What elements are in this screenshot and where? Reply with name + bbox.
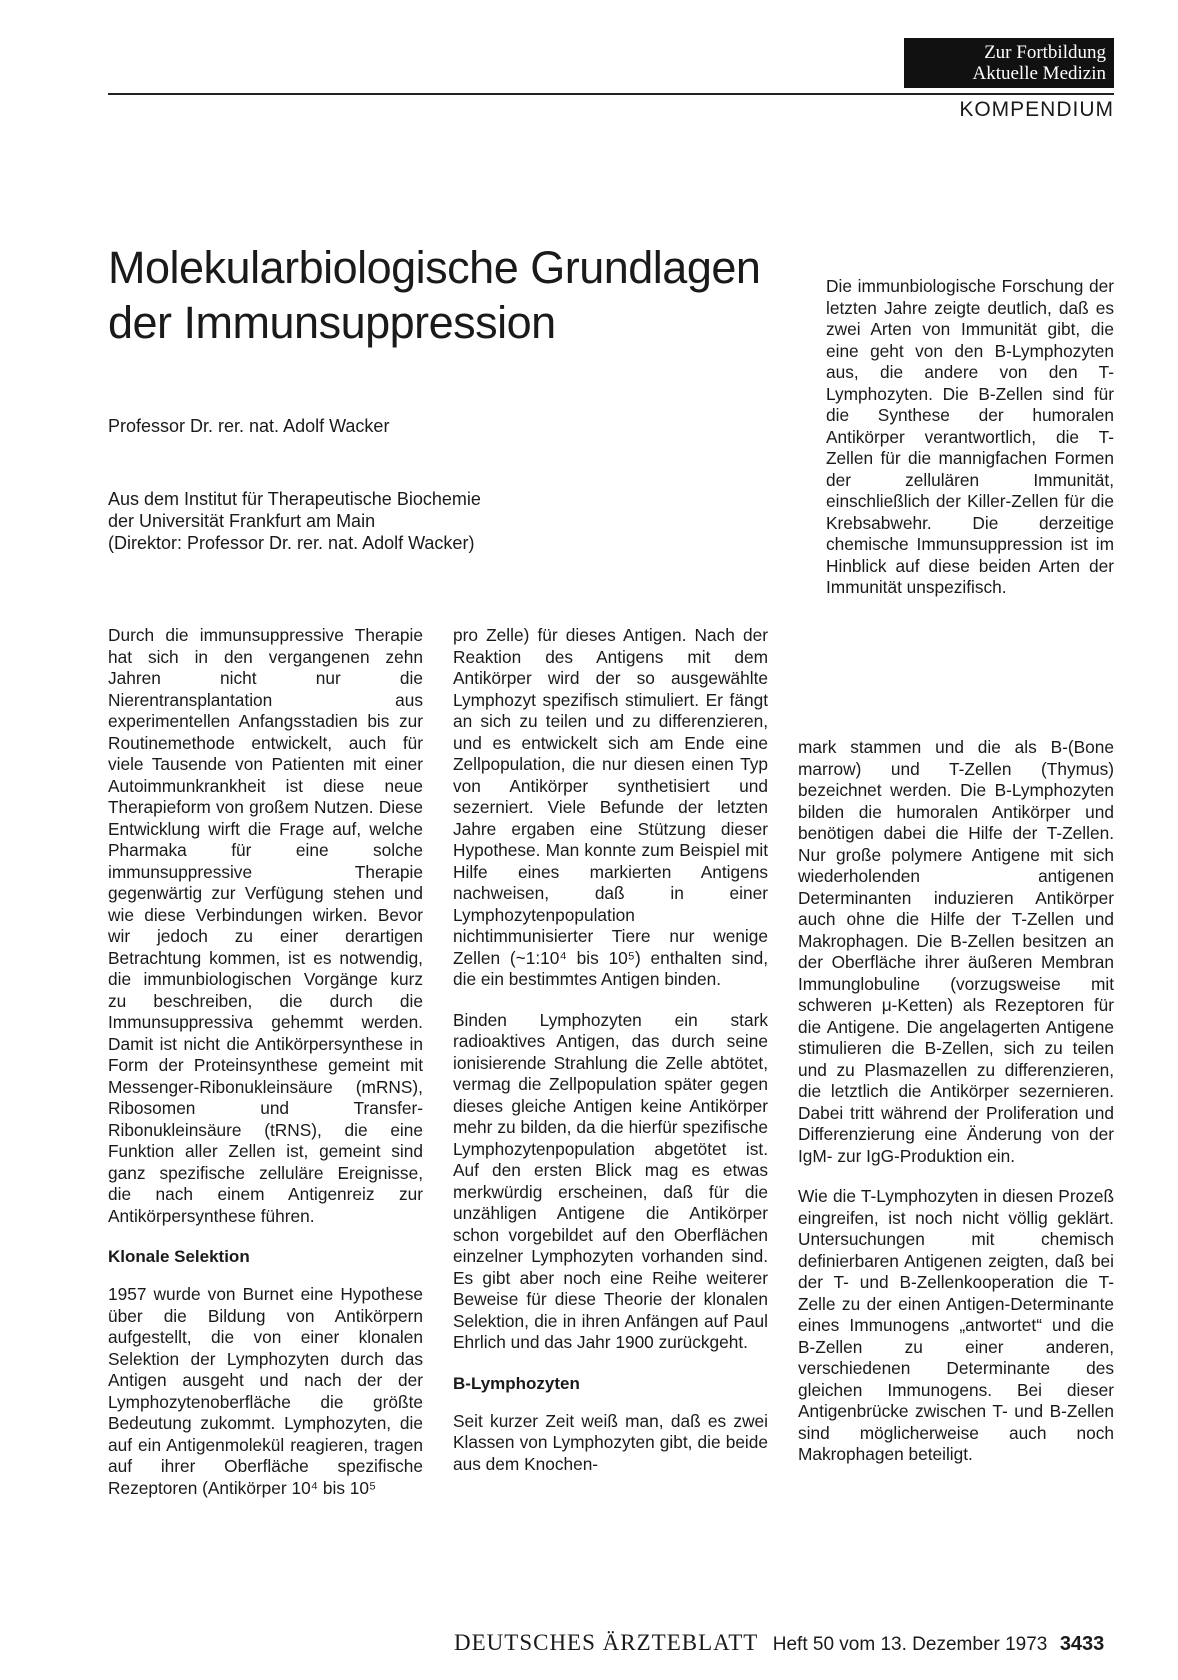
institute-line: (Direktor: Professor Dr. rer. nat. Adolf Wacker) — [108, 533, 475, 553]
issue-info: Heft 50 vom 13. Dezember 1973 — [772, 1634, 1048, 1655]
institute-affiliation — [108, 488, 481, 554]
abstract — [826, 276, 1114, 618]
section-badge — [904, 38, 1114, 88]
section-label: KOMPENDIUM — [959, 98, 1114, 121]
badge-line-1: Zur Fortbildung — [984, 42, 1106, 63]
institute-line: Aus dem Institut für Therapeutische Biochemie — [108, 489, 481, 509]
badge-line-2: Aktuelle Medizin — [972, 63, 1106, 84]
paragraph: 1957 wurde von Burnet eine Hypothese über die Bildung von Antikörpern aufgestellt, die von einer klonalen Selektion der Lymphozyten durch das Antigen ausgeht und nach der der Lymphozytenoberfläche die größte Bedeutung zukommt. Lymphozyten, die auf ein Antigenmolekül reagieren, tragen auf ihrer Oberfläche spezifische Rezeptoren (Antikörper 10⁴ bis 10⁵ — [108, 1284, 423, 1498]
body-column-1 — [108, 625, 423, 1518]
paragraph: mark stammen und die als B-(Bone marrow) und T-Zellen (Thymus) bezeichnet werden. Die B-Lymphozyten bilden die humoralen Antikörper und benötigen dabei die Hilfe der T-Zellen. Nur große polymere Antigene mit sich wiederholenden antigenen Determinanten induzieren Antikörper auch ohne die Hilfe der T-Zellen und Makrophagen. Die B-Zellen besitzen an der Oberfläche ihrer äußeren Membran Immunglobuline (vorzugsweise mit schweren μ-Ketten) als Rezeptoren für die Antigene. Die angelagerten Antigene stimulieren die B-Zellen, sich zu teilen und zu Plasmazellen zu differenzieren, die letztlich die Antikörper sezernieren. Dabei tritt während der Proliferation und Differenzierung eine Änderung von der IgM- zur IgG-Produktion ein. — [798, 737, 1114, 1166]
institute-line: der Universität Frankfurt am Main — [108, 511, 376, 531]
paragraph: Binden Lymphozyten ein stark radioaktives Antigen, das durch seine ionisierende Strahlung die Zelle abtötet, vermag die Zellpopulation später gegen dieses gleiche Antigen keine Antikörper mehr zu bilden, da die hierfür spezifische Lymphozytenpopulation abgetötet ist. Auf den ersten Blick mag es etwas merkwürdig erscheinen, daß für die unzähligen Antigene die Antikörper schon vorgebildet auf den Oberflächen einzelner Lymphozyten vorhanden sind. Es gibt aber noch eine Reihe weiterer Beweise für diese Theorie der klonalen Selektion, die in ihren Anfängen auf Paul Ehrlich und das Jahr 1900 zurückgeht. — [453, 1009, 768, 1352]
section-heading: Klonale Selektion — [108, 1247, 250, 1266]
header-rule — [108, 93, 1114, 95]
title-line-1: Molekularbiologische Grundlagen — [108, 242, 761, 293]
page-number: 3433 — [1059, 1633, 1105, 1655]
paragraph: Seit kurzer Zeit weiß man, daß es zwei Klassen von Lymphozyten gibt, die beide aus dem Knochen- — [453, 1410, 768, 1474]
title-line-2: der Immunsuppression — [108, 297, 556, 348]
article-title — [108, 240, 808, 350]
section-heading: B-Lymphozyten — [453, 1373, 580, 1393]
paragraph: pro Zelle) für dieses Antigen. Nach der Reaktion des Antigens mit dem Antikörper wird der so ausgewählte Lymphozyt spezifisch stimuliert. Er fängt an sich zu teilen und zu differenzieren, und es entwickelt sich am Ende eine Zellpopulation, die nur diesen einen Typ von Antikörper synthetisiert und sezerniert. Viele Befunde der letzten Jahre ergaben eine Stützung dieser Hypothese. Man konnte zum Beispiel mit Hilfe eines markierten Antigens nachweisen, daß in einer Lymphozytenpopulation nichtimmunisierter Tiere nur wenige Zellen (~1:10⁴ bis 10⁵) enthalten sind, die ein bestimmtes Antigen binden. — [453, 625, 768, 989]
author: Professor Dr. rer. nat. Adolf Wacker — [108, 416, 390, 436]
abstract-text: Die immunbiologische Forschung der letzten Jahre zeigte deutlich, daß es zwei Arten von Immunität gibt, die eine geht von den B-Lymphozyten aus, die andere von den T-Lymphozyten. Die B-Zellen sind für die Synthese der humoralen Antikörper verantwortlich, die T-Zellen für die mannigfachen Formen der zellulären Immunität, einschließlich der Killer-Zellen für die Krebsabwehr. Die derzeitige chemische Immunsuppression ist im Hinblick auf diese beiden Arten der Immunität unspezifisch. — [826, 276, 1114, 597]
paragraph: Durch die immunsuppressive Therapie hat sich in den vergangenen zehn Jahren nicht nur die Nierentransplantation aus experimentellen Anfangsstadien bis zur Routinemethode entwickelt, auch für viele Tausende von Patienten mit einer Autoimmunkrankheit ist diese neue Therapieform von großem Nutzen. Diese Entwicklung wirft die Frage auf, welche Pharmaka für eine solche immunsuppressive Therapie gegenwärtig zur Verfügung stehen und wie diese Verbindungen wirken. Bevor wir jedoch zu einer derartigen Betrachtung kommen, ist es notwendig, die immunbiologischen Vorgänge kurz zu beschreiben, die durch die Immunsuppressiva gehemmt werden. Damit ist nicht die Antikörpersynthese in Form der Proteinsynthese gemeint mit Messenger-Ribonukleinsäure (mRNS), Ribosomen und Transfer-Ribonukleinsäure (tRNS), die eine Funktion aller Zellen ist, gemeint sind ganz spezifische zelluläre Ereignisse, die nach einem Antigenreiz zur Antikörpersynthese führen. — [108, 625, 423, 1226]
body-column-2 — [453, 625, 768, 1494]
paragraph: Wie die T-Lymphozyten in diesen Prozeß eingreifen, ist noch nicht völlig geklärt. Untersuchungen mit chemisch definierbaren Antigenen zeigten, daß bei der T- und B-Zellenkooperation die T-Zelle zu der einen Antigen-Determinante eines Immunogens „antwortet“ und die B-Zellen zu einer anderen, verschiedenen Determinante des gleichen Immunogens. Bei dieser Antigenbrücke zwischen T- und B-Zellen sind möglicherweise auch noch Makrophagen beteiligt. — [798, 1186, 1114, 1464]
journal-name: DEUTSCHES ÄRZTEBLATT — [454, 1630, 759, 1655]
page-footer — [454, 1630, 1104, 1656]
body-column-3 — [798, 737, 1114, 1485]
